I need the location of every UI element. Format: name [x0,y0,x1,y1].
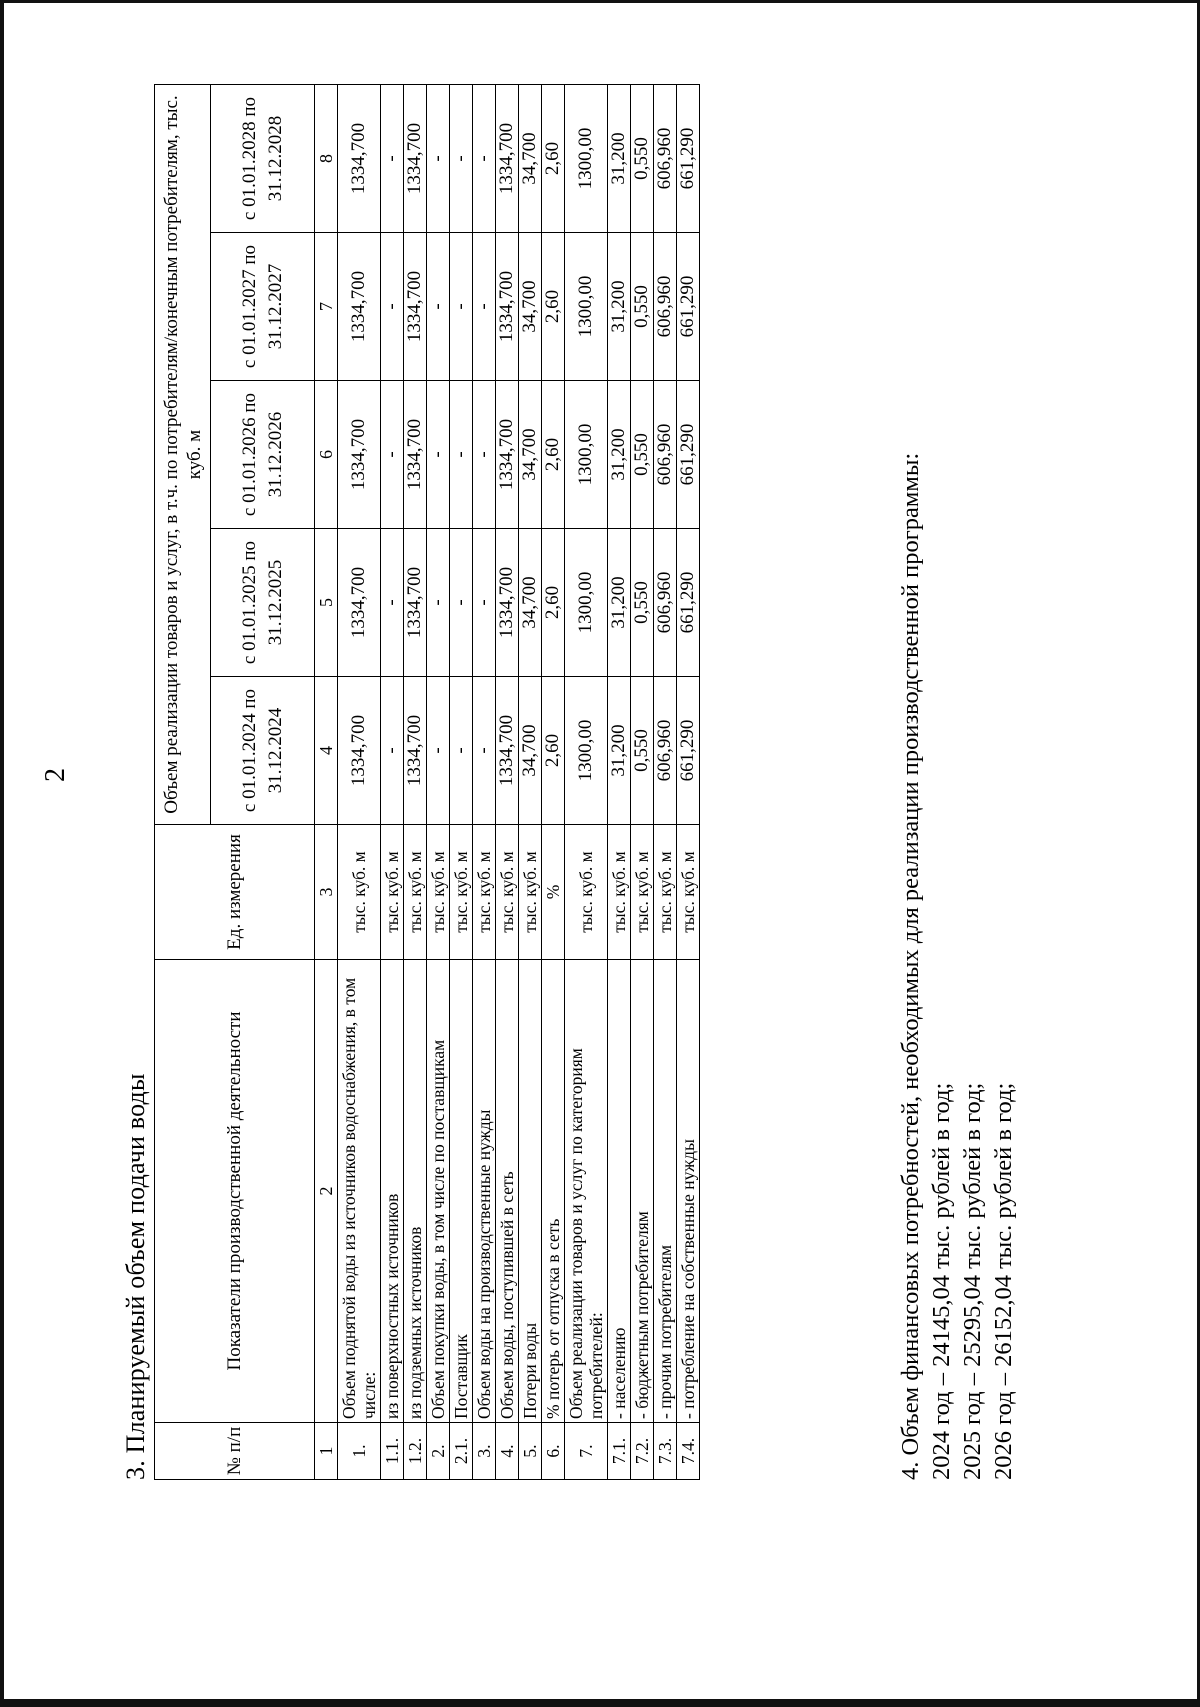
header-unit: Ед. измерения [155,825,315,960]
row-indicator: - потребление на собственные нужды [677,960,700,1423]
row-unit: тыс. куб. м [338,825,381,960]
row-indicator: из поверхностных источников [381,960,404,1423]
column-number: 4 [315,677,338,825]
row-value: - [473,233,496,381]
row-value: 0,550 [631,85,654,233]
row-value: 1334,700 [496,381,519,529]
row-value: - [450,85,473,233]
row-unit: тыс. куб. м [519,825,542,960]
row-value: 31,200 [608,85,631,233]
table-row [631,85,654,1480]
row-number: 7. [565,1423,608,1480]
row-value: - [450,381,473,529]
row-value: 1334,700 [338,85,381,233]
row-value: 2,60 [542,85,565,233]
header-volume-group: Объем реализации товаров и услуг, в т.ч. по потребителям/конечным потребителям, тыс. куб. м [155,85,211,825]
row-unit: тыс. куб. м [381,825,404,960]
row-value: 1334,700 [496,677,519,825]
row-value: 2,60 [542,529,565,677]
row-indicator: из подземных источников [404,960,427,1423]
row-value: 661,290 [677,233,700,381]
row-value: - [427,233,450,381]
row-value: - [473,677,496,825]
row-unit: % [542,825,565,960]
row-indicator: Объем покупки воды, в том числе по поставщикам [427,960,450,1423]
row-value: 661,290 [677,381,700,529]
row-value: 31,200 [608,677,631,825]
row-value: 606,960 [654,233,677,381]
row-value: 31,200 [608,529,631,677]
row-unit: тыс. куб. м [404,825,427,960]
row-unit: тыс. куб. м [427,825,450,960]
row-value: 1334,700 [496,233,519,381]
row-value: 1300,00 [565,529,608,677]
scan-edge-left [0,0,4,1707]
column-number: 2 [315,960,338,1423]
row-value: 1334,700 [338,529,381,677]
row-value: 1300,00 [565,677,608,825]
row-value: 2,60 [542,677,565,825]
row-number: 1. [338,1423,381,1480]
table-row [496,85,519,1480]
page-number: 2 [40,768,71,782]
row-value: 1334,700 [404,529,427,677]
row-unit: тыс. куб. м [608,825,631,960]
column-number: 3 [315,825,338,960]
header-period: с 01.01.2026 по 31.12.2026 [211,381,315,529]
row-value: 1334,700 [338,677,381,825]
row-indicator: - прочим потребителям [654,960,677,1423]
row-value: 1334,700 [404,677,427,825]
row-value: 34,700 [519,529,542,677]
row-value: - [427,85,450,233]
row-indicator: Объем воды на производственные нужды [473,960,496,1423]
row-value: 606,960 [654,381,677,529]
header-indicator: Показатели производственной деятельности [155,960,315,1423]
row-value: 34,700 [519,381,542,529]
table-row [542,85,565,1480]
financial-needs-line: 2026 год – 26152,04 тыс. рублей в год; [990,1082,1017,1480]
document-content [120,0,1120,1480]
row-indicator: Объем реализации товаров и услуг по категориям потребителей: [565,960,608,1423]
row-number: 7.3. [654,1423,677,1480]
row-value: 1334,700 [404,381,427,529]
row-value: 1300,00 [565,85,608,233]
row-value: 0,550 [631,233,654,381]
row-unit: тыс. куб. м [631,825,654,960]
row-value: 34,700 [519,233,542,381]
row-value: 34,700 [519,677,542,825]
header-period: с 01.01.2027 по 31.12.2027 [211,233,315,381]
row-value: 661,290 [677,529,700,677]
row-value: - [427,381,450,529]
row-value: 606,960 [654,529,677,677]
row-value: - [381,85,404,233]
row-indicator: % потерь от отпуска в сеть [542,960,565,1423]
table-row [450,85,473,1480]
row-value: - [381,529,404,677]
table-row [404,85,427,1480]
row-value: 31,200 [608,381,631,529]
row-value: 0,550 [631,529,654,677]
row-number: 7.2. [631,1423,654,1480]
financial-needs-line: 2025 год – 25295,04 тыс. рублей в год; [959,1082,986,1480]
row-number: 1.1. [381,1423,404,1480]
row-number: 1.2. [404,1423,427,1480]
row-value: - [381,677,404,825]
financial-needs-line: 2024 год – 24145,04 тыс. рублей в год; [928,1082,955,1480]
scan-edge-bottom [0,1699,1200,1707]
row-number: 2. [427,1423,450,1480]
row-value: - [473,85,496,233]
row-number: 4. [496,1423,519,1480]
row-unit: тыс. куб. м [496,825,519,960]
row-value: - [381,233,404,381]
table-row [608,85,631,1480]
table-row [381,85,404,1480]
row-value: 1334,700 [338,233,381,381]
row-number: 3. [473,1423,496,1480]
water-volume-table [154,84,700,1480]
row-value: 1334,700 [496,85,519,233]
row-value: 0,550 [631,381,654,529]
table-row [654,85,677,1480]
row-unit: тыс. куб. м [565,825,608,960]
table-row [338,85,381,1480]
row-value: 1300,00 [565,233,608,381]
row-value: 661,290 [677,677,700,825]
column-numbers-row [315,85,338,1480]
row-number: 2.1. [450,1423,473,1480]
row-value: 606,960 [654,677,677,825]
row-value: 1334,700 [338,381,381,529]
row-unit: тыс. куб. м [654,825,677,960]
row-value: 0,550 [631,677,654,825]
financial-needs-heading: 4. Объем финансовых потребностей, необходимых для реализации производственной программы: [897,452,924,1480]
row-value: 1334,700 [404,85,427,233]
row-number: 6. [542,1423,565,1480]
row-indicator: - бюджетным потребителям [631,960,654,1423]
row-unit: тыс. куб. м [450,825,473,960]
header-period: с 01.01.2025 по 31.12.2025 [211,529,315,677]
table-row [519,85,542,1480]
row-number: 7.1. [608,1423,631,1480]
row-number: 5. [519,1423,542,1480]
row-value: 31,200 [608,233,631,381]
row-indicator: Объем поднятой воды из источников водоснабжения, в том числе: [338,960,381,1423]
table-row [473,85,496,1480]
section-title: 3. Планируемый объем подачи воды [121,1073,150,1480]
table-row [427,85,450,1480]
row-value: - [473,529,496,677]
table-row [677,85,700,1480]
row-unit: тыс. куб. м [473,825,496,960]
row-value: - [427,677,450,825]
row-value: - [450,529,473,677]
column-number: 1 [315,1423,338,1480]
row-indicator: Потери воды [519,960,542,1423]
row-value: 2,60 [542,381,565,529]
header-num: № п/п [155,1423,315,1480]
header-period: с 01.01.2024 по 31.12.2024 [211,677,315,825]
table-row [565,85,608,1480]
row-value: - [381,381,404,529]
row-value: - [450,233,473,381]
row-value: 1334,700 [496,529,519,677]
header-period: с 01.01.2028 по 31.12.2028 [211,85,315,233]
row-indicator: Объем воды, поступившей в сеть [496,960,519,1423]
column-number: 7 [315,233,338,381]
row-value: 606,960 [654,85,677,233]
row-value: 1300,00 [565,381,608,529]
column-number: 5 [315,529,338,677]
row-indicator: - населению [608,960,631,1423]
row-value: 2,60 [542,233,565,381]
row-value: 1334,700 [404,233,427,381]
column-number: 8 [315,85,338,233]
row-value: - [473,381,496,529]
row-number: 7.4. [677,1423,700,1480]
row-value: - [427,529,450,677]
row-value: 34,700 [519,85,542,233]
row-indicator: Поставщик [450,960,473,1423]
column-number: 6 [315,381,338,529]
row-unit: тыс. куб. м [677,825,700,960]
row-value: - [450,677,473,825]
financial-needs-section [895,453,1019,1480]
row-value: 661,290 [677,85,700,233]
